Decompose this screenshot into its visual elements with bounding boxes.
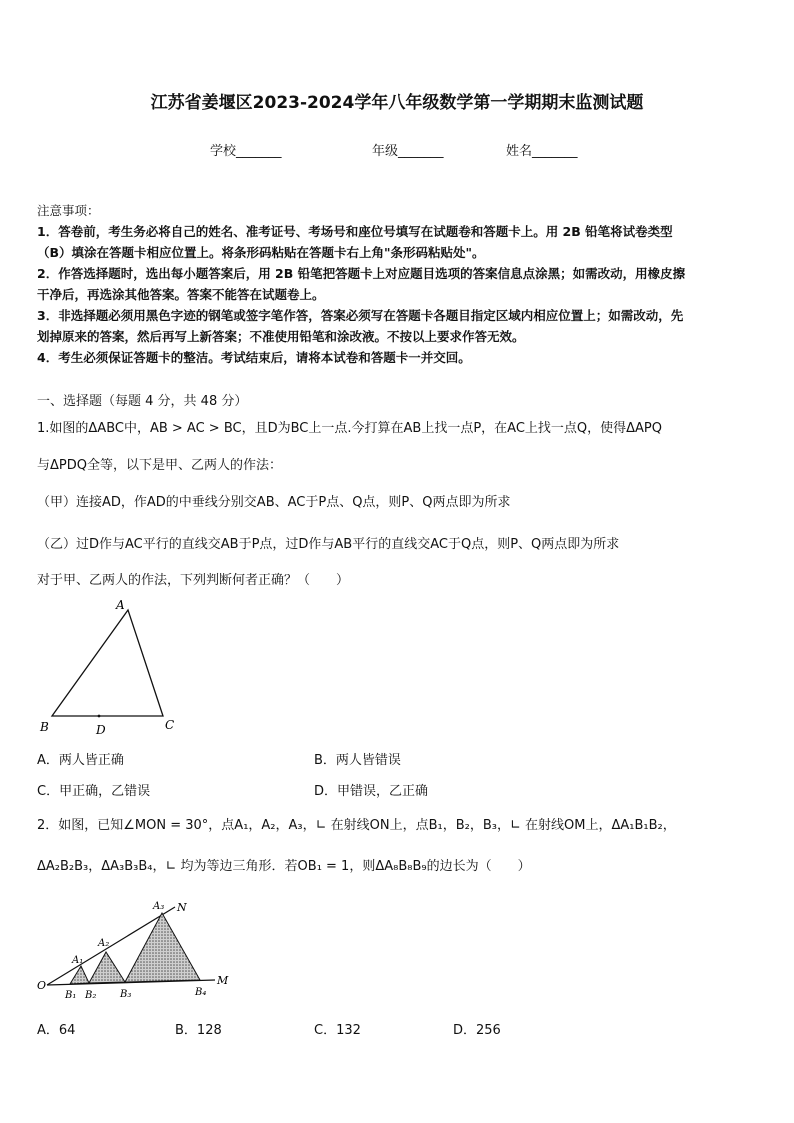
label-o: O [37,979,47,992]
q2-triangles-figure [35,895,235,1005]
label-a1: A₁ [72,955,84,966]
q1-stem-line1: 1.如图的ΔABC中，AB > AC > BC，且D为BC上一点.今打算在AB上找一点P，在AC上找一点Q，使得ΔAPQ [37,421,662,436]
q1-method-yi: （乙）过D作与AC平行的直线交AB于P点，过D作与AB平行的直线交AC于Q点，则P、Q两点即为所求 [37,537,620,552]
label-b1: B₁ [65,990,77,1001]
q1-option-b[interactable]: B．两人皆错误 [314,753,401,768]
name-field: 姓名_______ [506,144,578,159]
q1-option-d[interactable]: D．甲错误，乙正确 [314,784,429,799]
label-c: C [165,718,175,732]
page-title: 江苏省姜堰区2023-2024学年八年级数学第一学期期末监测试题 [150,93,644,113]
label-b3: B₃ [120,989,132,1000]
triangle-3 [125,913,200,982]
q1-method-jia: （甲）连接AD，作AD的中垂线分别交AB、AC于P点、Q点，则P、Q两点即为所求 [37,495,511,510]
label-b: B [40,720,49,734]
label-a3: A₃ [153,901,165,912]
point-d [98,715,101,718]
q2-stem-line1: 2．如图，已知∠MON = 30°，点A₁，A₂，A₃，∟ 在射线ON上，点B₁，B₂，B₃，∟ 在射线OM上，ΔA₁B₁B₂， [37,818,676,833]
note-line: 3．非选择题必须用黑色字迹的钢笔或签字笔作答，答案必须写在答题卡各题目指定区域内相应位置上；如需改动，先 [37,308,684,323]
label-m: M [217,974,229,987]
q2-option-b[interactable]: B．128 [175,1023,222,1038]
q2-option-a[interactable]: A．64 [37,1023,76,1038]
q1-stem-line2: 与ΔPDQ全等，以下是甲、乙两人的作法： [37,458,282,473]
notes-heading: 注意事项： [37,203,100,218]
note-line: 2．作答选择题时，选出每小题答案后，用 2B 铅笔把答题卡上对应题目选项的答案信息点涂黑；如需改动，用橡皮擦 [37,266,686,281]
school-field: 学校_______ [210,144,282,159]
q2-stem-line2: ΔA₂B₂B₃，ΔA₃B₃B₄，∟ 均为等边三角形．若OB₁ = 1，则ΔA₈B₈B₉的边长为（ ） [37,859,531,874]
q1-option-a[interactable]: A．两人皆正确 [37,753,124,768]
label-n: N [177,901,187,914]
label-a: A [116,598,125,612]
q2-option-d[interactable]: D．256 [453,1023,501,1038]
note-line: （B）填涂在答题卡相应位置上。将条形码粘贴在答题卡右上角"条形码粘贴处"。 [37,245,485,260]
triangle-abc [52,610,163,716]
note-line: 划掉原来的答案，然后再写上新答案；不准使用铅笔和涂改液。不按以上要求作答无效。 [37,329,525,344]
label-d: D [96,723,106,737]
label-b4: B₄ [195,987,207,998]
note-line: 4．考生必须保证答题卡的整洁。考试结束后，请将本试卷和答题卡一并交回。 [37,350,471,365]
note-line: 干净后，再选涂其他答案。答案不能答在试题卷上。 [37,287,325,302]
note-line: 1．答卷前，考生务必将自己的姓名、准考证号、考场号和座位号填写在试题卷和答题卡上。用 2B 铅笔将试卷类型 [37,224,673,239]
q2-option-c[interactable]: C．132 [314,1023,361,1038]
grade-field: 年级_______ [372,144,444,159]
q1-question: 对于甲、乙两人的作法，下列判断何者正确？（ ） [37,573,350,588]
section-title: 一、选择题（每题 4 分，共 48 分） [37,394,248,409]
q1-option-c[interactable]: C．甲正确，乙错误 [37,784,151,799]
notes-section [37,200,759,368]
q1-triangle-figure [30,595,190,740]
label-b2: B₂ [85,990,97,1001]
label-a2: A₂ [98,938,110,949]
